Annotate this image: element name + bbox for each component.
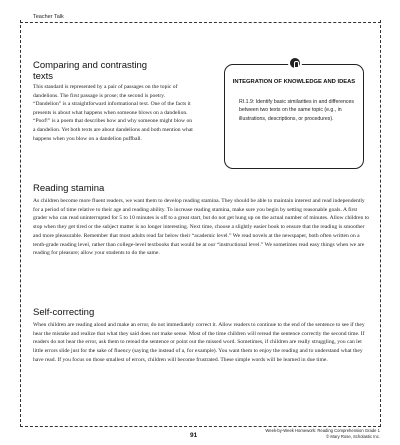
integration-box-standard: RI.1.9: Identify basic similarities in and differences between two texts on the same topic (e.g., in illustrations, descriptions, or procedures). (239, 99, 354, 122)
footer-credit (255, 428, 380, 439)
key-icon (288, 56, 302, 70)
self-correcting-heading: Self-correcting (33, 307, 95, 318)
page-number: 91 (190, 432, 198, 439)
section-label: Teacher Talk (33, 14, 64, 20)
comparing-body: This standard is represented by a pair of passages on the topic of dandelions. The first passage is prose; the second is poetry. “Dandelion” is a straightforward informational text. One of the facts it presents is about what happens when someone blows on a dandelion. “Poof!” is a poem that describes how and why someone might blow on a dandelion. Yet both texts are about dandelions and both mention what happens when you blow on a dandelion puffball. (33, 84, 193, 142)
credit-line-2: © Mary Rose, Scholastic Inc. (326, 433, 380, 439)
stamina-heading: Reading stamina (33, 183, 105, 194)
comparing-heading: Comparing and contrasting texts (33, 60, 148, 82)
credit-line-1: Week-by-Week Homework: Reading Comprehension Grade 1 (265, 428, 380, 433)
self-correcting-body: When children are reading aloud and make an error, do not immediately correct it. Allow readers to continue to the end of the sentence to see if they hear the mistake and realize that what they said does not make sense. Most of the time children will reread the sentence correctly the second time. If readers do not hear the error, ask them to reread the sentence or point out the missed word. Sometimes, if children are really struggling, you can let little errors slide just for the sake of fluency (saying the instead of a, for example). You want them to enjoy the reading and to understand what they have read. If you focus on those smallest of errors, children will become frustrated. These simple words will be learned in due time. (33, 322, 365, 363)
integration-box-title: INTEGRATION OF KNOWLEDGE AND IDEAS (232, 79, 356, 85)
stamina-body: As children become more fluent readers, we want them to develop reading stamina. They should be able to maintain interest and read independently for a period of time relative to their age and reading ability. To increase reading stamina, make sure you begin by setting reasonable goals. A first grader who can read uninterrupted for 5 to 10 minutes is off to a great start, but do not get hung up on the actual number of minutes. Allow children to stop when they get tired or the subject matter is no longer interesting. Next time, choose a slightly easier book to ensure that the reading is smoother and more pleasurable. Remember that most adults read far below their “academic level.” We read novels at the newspaper, both often written on a tenth-grade reading level, rather than college-level textbooks that would be at our “instructional level.” We sometimes read easy things when we are reading for pleasure; allow your students to do the same. (33, 198, 370, 257)
